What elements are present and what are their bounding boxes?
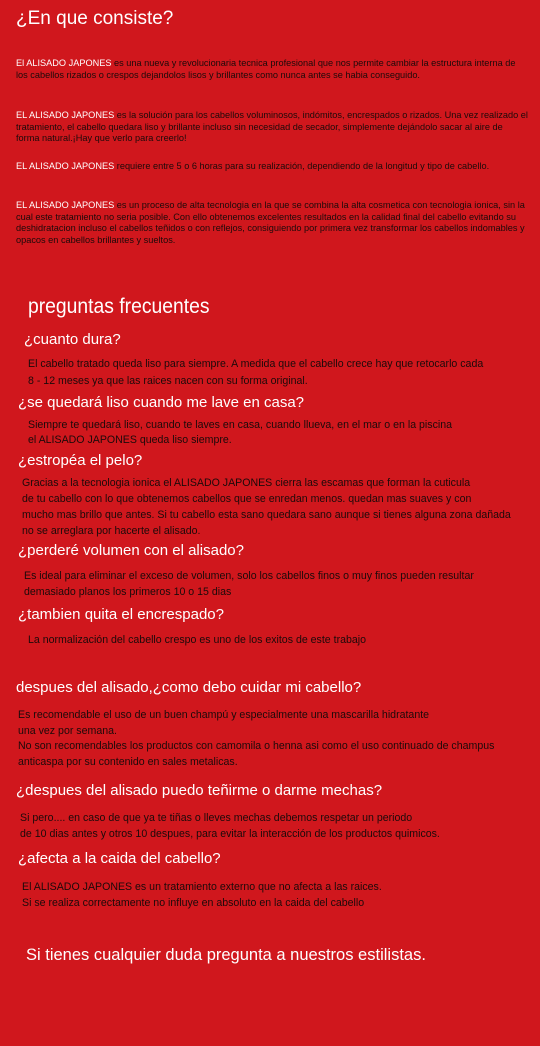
faq-question: ¿se quedará liso cuando me lave en casa? — [18, 394, 305, 411]
intro-text: requiere entre 5 o 6 horas para su realización, dependiendo de la longitud y tipo de cabello. — [114, 161, 490, 171]
faq-answer-line: el ALISADO JAPONES queda liso siempre. — [28, 434, 232, 446]
intro-paragraph — [16, 161, 528, 173]
faq-answer-line: de 10 dias antes y otros 10 despues, para evitar la interacción de los productos quimicos. — [20, 828, 440, 840]
intro-text: es un proceso de alta tecnologia en la que se combina la alta cosmetica con tecnologia ionica, sin la cual este tratamiento no seria posible. Con ello obtenemos excelentes resultados en la calidad final del cabello evitando su deshidratacion incluso el cabellos teñidos o con reflejos, consiguiendo por primera vez transformar los cabellos indomables y opacos en cabellos brillantes y sueltos. — [16, 200, 525, 245]
faq-answer-line: Es ideal para eliminar el exceso de volumen, solo los cabellos finos o muy finos pueden resultar — [24, 570, 474, 582]
faq-answer-line: demasiado planos los primeros 10 o 15 dias — [24, 586, 232, 598]
faq-answer-line: de tu cabello con lo que obtenemos cabellos que se enredan menos. quedan mas suaves y con — [22, 493, 472, 505]
intro-text: es la solución para los cabellos voluminosos, indómitos, encrespados o rizados. Una vez realizado el tratamiento, el cabello quedara liso y brillante incluso sin necesidad de secador, simplemente dejándolo sacar al aire de forma natural.¡Hay que verlo para creerlo! — [16, 110, 528, 143]
faq-answer-line: No son recomendables los productos con camomila o henna asi como el uso continuado de champus — [18, 740, 495, 752]
faq-question: despues del alisado,¿como debo cuidar mi cabello? — [16, 679, 362, 696]
intro-text: es una nueva y revolucionaria tecnica profesional que nos permite cambiar la estructura interna de los cabellos rizados o crespos dejandolos lisos y brillantes como nunca antes se habia conseguido. — [16, 58, 516, 80]
faq-answer-line: El ALISADO JAPONES es un tratamiento externo que no afecta a las raices. — [22, 881, 382, 893]
closing-message: Si tienes cualquier duda pregunta a nuestros estilistas. — [26, 946, 426, 964]
faq-answer-line: Si pero.... en caso de que ya te tiñas o lleves mechas debemos respetar un periodo — [20, 812, 413, 824]
faq-answer-line: La normalización del cabello crespo es uno de los exitos de este trabajo — [28, 634, 367, 646]
faq-answer-line: mucho mas brillo que antes. Si tu cabello esta sano quedara sano aunque si tienes alguna zona dañada — [22, 509, 511, 521]
faq-answer-line: 8 - 12 meses ya que las raices nacen con su forma original. — [28, 375, 308, 387]
faq-answer-line: anticaspa por su contenido en sales metalicas. — [18, 756, 238, 768]
intro-paragraph — [16, 58, 528, 81]
faq-title: preguntas frecuentes — [28, 295, 210, 318]
brand-name: EL ALISADO JAPONES — [16, 200, 115, 210]
intro-paragraph — [16, 200, 528, 246]
faq-answer-line: no se arreglara por hacerte el alisado. — [22, 525, 201, 537]
faq-question: ¿afecta a la caida del cabello? — [18, 850, 221, 867]
faq-answer-line: Es recomendable el uso de un buen champú y especialmente una mascarilla hidratante — [18, 709, 430, 721]
page-title: ¿En que consiste? — [16, 8, 174, 29]
faq-question: ¿cuanto dura? — [24, 331, 121, 348]
faq-answer-line: Gracias a la tecnologia ionica el ALISADO JAPONES cierra las escamas que forman la cuticula — [22, 477, 471, 489]
faq-question: ¿perderé volumen con el alisado? — [18, 542, 244, 559]
faq-answer-line: Siempre te quedará liso, cuando te laves en casa, cuando llueva, en el mar o en la piscina — [28, 419, 453, 431]
faq-question: ¿tambien quita el encrespado? — [18, 606, 224, 623]
intro-paragraph — [16, 110, 528, 145]
brand-name: EL ALISADO JAPONES — [16, 110, 115, 120]
faq-question: ¿despues del alisado puedo teñirme o darme mechas? — [16, 782, 383, 799]
faq-answer-line: una vez por semana. — [18, 725, 117, 737]
brand-name: El ALISADO JAPONES — [16, 58, 112, 68]
faq-answer-line: Si se realiza correctamente no influye en absoluto en la caida del cabello — [22, 897, 365, 909]
faq-answer-line: El cabello tratado queda liso para siempre. A medida que el cabello crece hay que retocarlo cada — [28, 358, 484, 370]
brand-name: EL ALISADO JAPONES — [16, 161, 115, 171]
faq-question: ¿estropéa el pelo? — [18, 452, 143, 469]
